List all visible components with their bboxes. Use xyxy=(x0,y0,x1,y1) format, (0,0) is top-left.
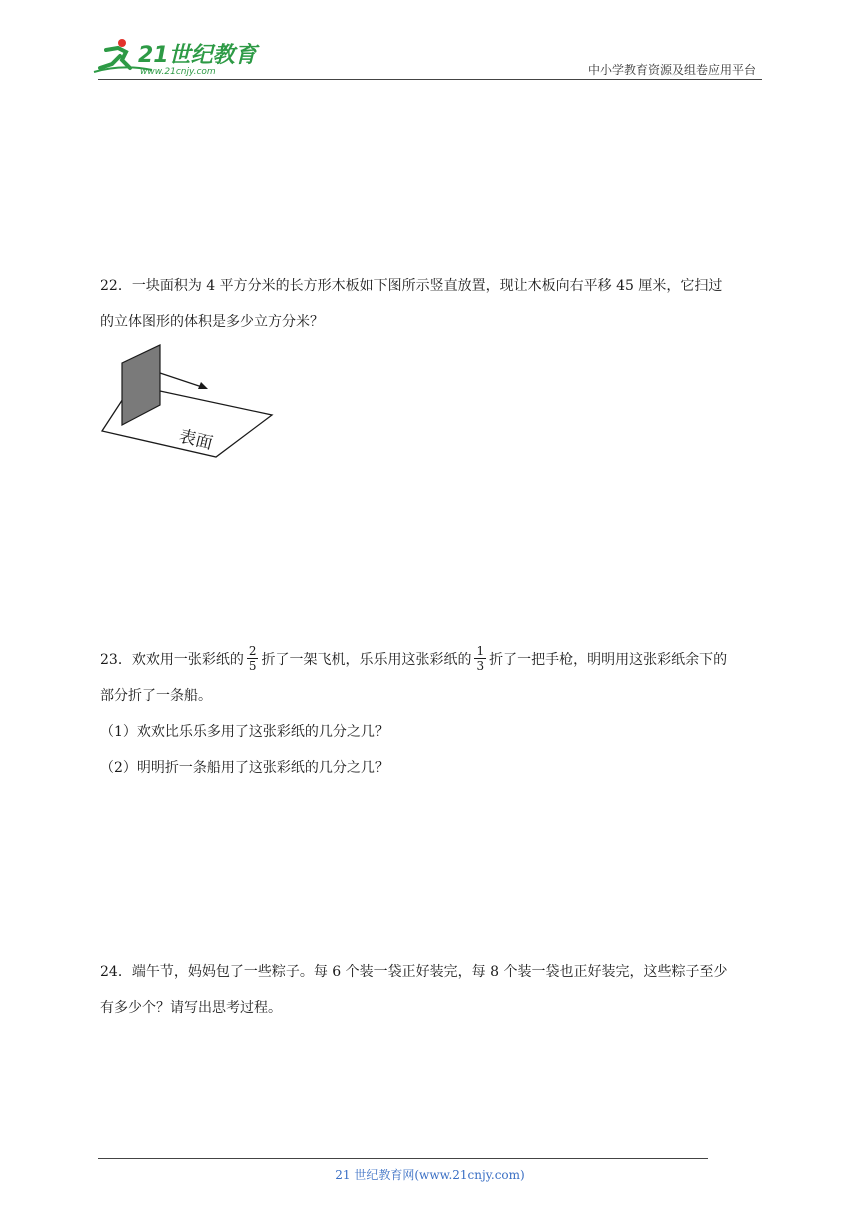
fraction-one-third: $\frac{1}{3}$ xyxy=(476,643,485,673)
footer-divider xyxy=(98,1158,708,1159)
question-24 xyxy=(100,954,764,1026)
header-divider xyxy=(98,79,762,80)
question-23-sub1: （1）欢欢比乐乐多用了这张彩纸的几分之几？ xyxy=(100,724,389,740)
fraction-two-fifths: $\frac{2}{5}$ xyxy=(248,643,257,673)
question-23-sub2: （2）明明折一条船用了这张彩纸的几分之几？ xyxy=(100,760,389,776)
svg-text:21世纪教育: 21世纪教育 xyxy=(138,43,257,68)
question-22 xyxy=(100,268,764,340)
platform-label: 中小学教育资源及组卷应用平台 xyxy=(587,63,756,77)
question-24-line1: 24．端午节，妈妈包了一些粽子。每 6 个装一袋正好装完，每 8 个装一袋也正好装完，这些粽子至少 xyxy=(100,964,728,980)
question-22-line1: 22．一块面积为 4 平方分米的长方形木板如下图所示竖直放置，现让木板向右平移 45 厘米，它扫过 xyxy=(100,278,723,294)
surface-label: 表面 xyxy=(176,426,215,455)
footer-link[interactable]: 21 世纪教育网(www.21cnjy.com) xyxy=(335,1168,525,1182)
question-24-line2: 有多少个？请写出思考过程。 xyxy=(100,1000,282,1016)
board-figure xyxy=(98,343,274,461)
question-22-line2: 的立体图形的体积是多少立方分米？ xyxy=(100,314,324,330)
question-23 xyxy=(100,642,764,786)
svg-text:www.21cnjy.com: www.21cnjy.com xyxy=(140,67,216,77)
question-23-line1: 23．欢欢用一张彩纸的 $\frac{2}{5}$ 折了一架飞机，乐乐用这张彩纸的 $\frac{1}{3}$ 折了一把手枪，明明用这张彩纸余下的 xyxy=(100,643,728,673)
question-23-line2: 部分折了一条船。 xyxy=(100,688,212,704)
site-logo xyxy=(92,34,262,78)
